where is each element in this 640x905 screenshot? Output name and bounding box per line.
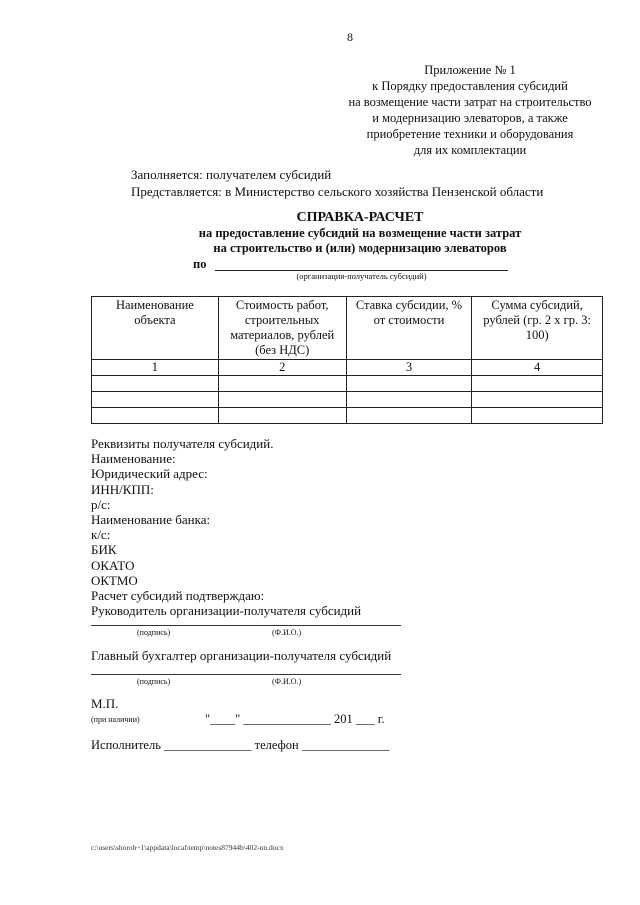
table-cell: 1 (92, 360, 219, 376)
requisites-block (91, 436, 361, 618)
signature-caption: (подпись) (137, 677, 171, 686)
table-cell: 3 (346, 360, 472, 376)
appendix-line: для их комплектации (413, 143, 527, 157)
table-header: Наименование объекта (92, 297, 219, 360)
title-line: на предоставление субсидий на возмещение части затрат (198, 225, 522, 240)
table-row (92, 376, 603, 392)
po-label: по (193, 257, 207, 271)
table-cell (218, 392, 346, 408)
requisite-line: Реквизиты получателя субсидий. (91, 436, 274, 451)
table-cell (472, 408, 603, 424)
requisite-line: ОКАТО (91, 557, 135, 573)
chief-accountant-label: Главный бухгалтер организации-получателя субсидий (91, 648, 392, 663)
phone-label: телефон (254, 738, 299, 752)
table-row (92, 392, 603, 408)
table-cell (346, 376, 472, 392)
name-caption: (Ф.И.О.) (272, 677, 302, 686)
table-header: Ставка субсидии, % от стоимости (346, 297, 472, 360)
appendix-line: приобретение техники и оборудования (366, 127, 574, 141)
table-cell (346, 392, 472, 408)
table-cell (472, 376, 603, 392)
submitted-to: Представляется: в Министерство сельского хозяйства Пензенской области (131, 184, 544, 199)
phone-blank: ______________ (301, 738, 390, 752)
table-cell (218, 408, 346, 424)
signature-caption: (подпись) (137, 628, 171, 637)
table-cell (92, 376, 219, 392)
director-signature-line (91, 625, 401, 626)
executor-label: Исполнитель (91, 738, 161, 752)
table-header: Сумма субсидий, рублей (гр. 2 х гр. 3: 100) (472, 297, 603, 360)
executor-blank: ______________ (164, 738, 252, 752)
requisite-line: Наименование: (91, 451, 176, 467)
stamp-caption: (при наличии) (91, 715, 140, 724)
appendix-line: Приложение № 1 (424, 63, 516, 77)
table-cell (92, 392, 219, 408)
table-row (92, 408, 603, 424)
accountant-signature-line (91, 674, 401, 675)
filled-by: Заполняется: получателем субсидий (131, 167, 332, 182)
document-title (150, 210, 570, 257)
calculation-table (91, 296, 603, 424)
title-line: на строительство и (или) модернизацию элеваторов (213, 241, 507, 255)
requisite-line: р/с: (91, 496, 111, 512)
footer-file-path: c:\users\shoroh~1\appdata\local\temp\notes87944b\402-nn.docx (91, 843, 284, 852)
requisite-line: Расчет субсидий подтверждаю: (91, 588, 265, 604)
appendix-line: на возмещение части затрат на строительство (348, 95, 592, 109)
appendix-line: и модернизацию элеваторов, а также (372, 111, 568, 125)
appendix-block (300, 62, 640, 158)
table-number-row (92, 360, 603, 376)
requisite-line: Руководитель организации-получателя субсидий (91, 603, 362, 619)
page-number: 8 (347, 30, 353, 44)
table-header: Стоимость работ, строительных материалов, рублей (без НДС) (218, 297, 346, 360)
table-cell (92, 408, 219, 424)
appendix-line: к Порядку предоставления субсидий (372, 79, 568, 93)
requisite-line: Юридический адрес: (91, 466, 208, 482)
requisite-line: к/с: (91, 527, 111, 543)
requisite-line: ИНН/КПП: (91, 481, 154, 497)
requisite-line: Наименование банка: (91, 512, 211, 528)
stamp-label: М.П. (91, 696, 119, 711)
table-cell: 4 (472, 360, 603, 376)
table-cell (472, 392, 603, 408)
requisite-line: ОКТМО (91, 572, 138, 588)
table-header-row (92, 297, 603, 360)
name-caption: (Ф.И.О.) (272, 628, 302, 637)
table-cell (346, 408, 472, 424)
requisite-line: БИК (91, 542, 117, 558)
organization-caption: (организация-получатель субсидий) (296, 271, 427, 281)
executor-row (91, 738, 389, 753)
title-main: СПРАВКА-РАСЧЕТ (296, 210, 424, 225)
fill-info (131, 166, 543, 200)
table-cell: 2 (218, 360, 346, 376)
table-cell (218, 376, 346, 392)
date-line: "____" ______________ 201 ___ г. (205, 712, 385, 726)
